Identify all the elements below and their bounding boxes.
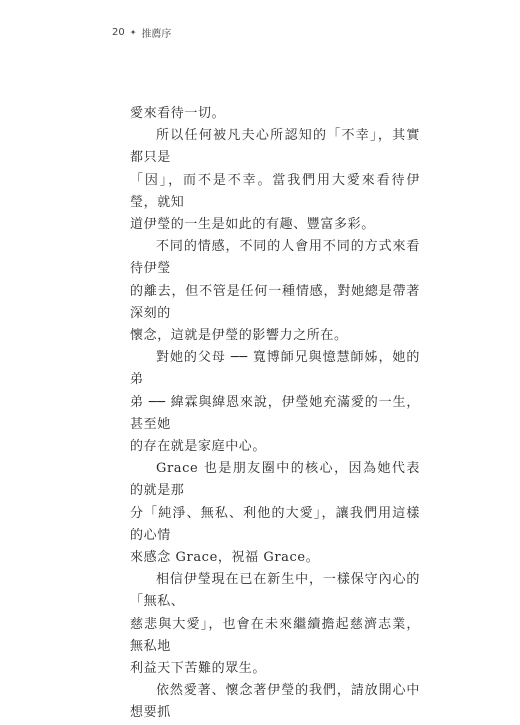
paragraph-continuation: 愛來看待一切。	[130, 106, 226, 121]
paragraph: 所以任何被凡夫心所認知的「不幸」，其實都只是 「因」，而不是不幸。當我們用大愛來看待伊瑩，就知 道伊瑩的一生是如此的有趣、豐富多彩。	[130, 128, 420, 233]
paragraph: 對她的父母 ── 寬博師兄與憶慧師姊，她的弟 弟 ── 緯霖與緯恩來說，伊瑩她充滿愛的一生，甚至她 的存在就是家庭中心。	[130, 350, 420, 455]
running-head	[112, 25, 171, 40]
paragraph: Grace 也是朋友圈中的核心，因為她代表的就是那 分「純淨、無私、利他的大愛」，讓我們用這樣的心情 來感念 Grace，祝福 Grace。	[130, 461, 420, 566]
body-text	[130, 103, 420, 725]
star-ornament-icon: ✦	[129, 28, 137, 37]
paragraph: 依然愛著、懷念著伊瑩的我們，請放開心中想要抓	[130, 683, 420, 721]
paragraph: 不同的情感，不同的人會用不同的方式來看待伊瑩 的離去，但不管是任何一種情感，對她總是帶著深刻的 懷念，這就是伊瑩的影響力之所在。	[130, 239, 420, 344]
section-title: 推薦序	[141, 29, 172, 40]
page-number: 20	[112, 27, 125, 38]
paragraph: 相信伊瑩現在已在新生中，一樣保守內心的「無私、 慈悲與大愛」，也會在未來繼續擔起慈濟志業，無私地 利益天下苦難的眾生。	[130, 572, 420, 677]
